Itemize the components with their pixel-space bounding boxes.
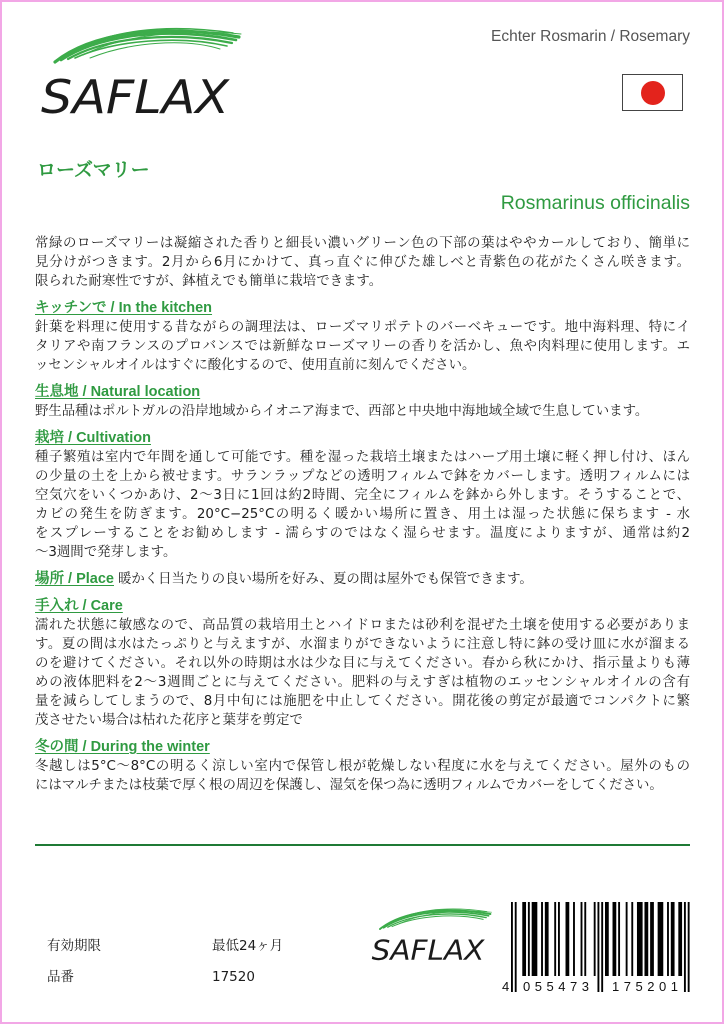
text-line: 濡れた状態に敏感なので、高品質の栽培用土とハイドロまたは砂利を混ぜた土壌を使用する必要がありま (35, 618, 690, 633)
intro-paragraph (35, 234, 690, 291)
section-heading: キッチンで / In the kitchen (35, 300, 213, 316)
section-care (35, 597, 690, 730)
saflax-logo (35, 22, 245, 122)
text-line: 茂させたい場合は枯れた花序と葉芽を剪定で (35, 713, 303, 728)
text-line: 野生品種はポルトガルの沿岸地域からイオニア海まで、西部と中央地中海地域全域で生息しています。 (35, 404, 649, 419)
text-line: カビの発生を防ぎます。20°C−25°Cの明るく暖かい場所に置き、用土は湿った状態に保ちます - 水 (35, 507, 690, 522)
text-line: めの液体肥料を2～3週間ごとに与えてください。肥料の与えすぎは植物のエッセンシャルオイルの含有 (35, 675, 690, 690)
text-line: 常緑のローズマリーは凝縮された香りと細長い濃いグリーン色の下部の葉はややカールしており、簡単に (35, 236, 690, 251)
barcode-bar (667, 902, 669, 976)
text-line: のを避けてください。それ以外の時期は水は少な目に与えてください。春から秋にかけ、指示量よりも薄 (35, 656, 690, 671)
barcode-bar (528, 902, 530, 976)
text-line: 冬越しは5°C～8°Cの明るく涼しい室内で保管し根が乾燥しない程度に水を与えてください。屋外のもの (35, 759, 690, 774)
botanical-name: Rosmarinus officinalis (500, 192, 690, 214)
barcode-guard-bar (601, 902, 603, 992)
barcode-guard-bar (597, 902, 599, 992)
barcode-bar (626, 902, 628, 976)
barcode-bar (584, 902, 586, 976)
barcode-guard-bar (515, 902, 517, 992)
japan-flag-icon (622, 74, 683, 111)
text-line: タリアや南フランスのプロバンスでは新鮮なローズマリーの香りを活かし、魚や肉料理に使用します。エ (35, 339, 690, 354)
barcode-bar (650, 902, 654, 976)
barcode-bar (532, 902, 538, 976)
barcode-bar (566, 902, 570, 976)
text-line: 種子繁殖は室内で年間を通して可能です。種を湿った栽培土壌またはハーブ用土壌に軽く押し付け、ほん (35, 450, 690, 465)
barcode-bar (594, 902, 596, 976)
text-line: 針葉を料理に使用する昔ながらの調理法は、ローズマリポテトのバーベキューです。地中海料理、特にイ (35, 320, 690, 335)
barcode-bar (581, 902, 583, 976)
barcode-bar (658, 902, 664, 976)
barcode-bar (613, 902, 617, 976)
logo-wordmark: SAFLAX (41, 70, 231, 122)
text-line: の少量の土を上から被せます。サランラップなどの透明フィルムで鉢をカバーします。透明フィルムには (35, 469, 690, 484)
text-line: 暖かく日当たりの良い場所を好み、夏の間は屋外でも保管できます。 (117, 572, 533, 587)
text-line: 限られた耐寒性ですが、鉢植えでも簡単に栽培できます。 (35, 274, 383, 289)
barcode (500, 902, 694, 998)
section-winter (35, 738, 690, 795)
barcode-bar (637, 902, 643, 976)
flag-disc (641, 81, 665, 105)
barcode-digit-prefix: 4 (502, 979, 510, 994)
barcode-bar (644, 902, 648, 976)
barcode-guard-bar (511, 902, 513, 992)
section-heading: 生息地 / Natural location (35, 384, 201, 400)
brush-swoosh-icon (55, 29, 241, 62)
shelf-life-label: 有効期限 (47, 938, 101, 954)
shelf-life-value: 最低24ヶ月 (212, 938, 284, 954)
brush-swoosh-icon (380, 909, 492, 929)
barcode-bar (573, 902, 575, 976)
barcode-guard-bar (684, 902, 686, 992)
barcode-bar (554, 902, 556, 976)
text-line: をスプレーすることをお勧めします - 濡らすのではなく湿らせます。温度によりますが、通常は約2 (35, 526, 690, 541)
section-heading: 場所 / Place (35, 571, 114, 587)
barcode-bar (678, 902, 682, 976)
item-number-label: 品番 (47, 969, 74, 985)
text-line: 〜3週間で発芽します。 (35, 545, 177, 560)
text-line: 量を減らしてしまうので、8月中旬には施肥を中止してください。開花後の剪定が最適でコンパクトに繁 (35, 694, 690, 709)
section-kitchen (35, 299, 690, 375)
text-line: 空気穴をいくつかあけ、2～3日に1回は約2時間、完全にフィルムを鉢から外します。そうすることで、 (35, 488, 690, 503)
section-habitat (35, 383, 690, 421)
section-cultivation (35, 429, 690, 562)
barcode-bar (605, 902, 609, 976)
product-title: ローズマリー (37, 159, 150, 181)
item-number-value: 17520 (212, 969, 255, 985)
section-place (35, 570, 690, 589)
section-heading: 栽培 / Cultivation (35, 430, 151, 446)
barcode-bar (671, 902, 675, 976)
barcode-bar (618, 902, 620, 976)
text-line: にはマルチまたは枝葉で厚く根の周辺を保護し、湿気を保つ為に透明フィルムでカバーをしてください。 (35, 778, 663, 793)
barcode-bar (631, 902, 633, 976)
description-body (35, 234, 690, 795)
logo-wordmark: SAFLAX (371, 933, 486, 965)
text-line: す。夏の間は水はたっぷりと与えますが、水溜まりができないように注意し特に鉢の受け皿に水が溜まる (35, 637, 690, 652)
barcode-left-digits: 055473 (523, 979, 589, 994)
barcode-guard-bar (688, 902, 690, 992)
divider-line (35, 844, 690, 846)
barcode-bar (541, 902, 543, 976)
variety-name: Echter Rosmarin / Rosemary (491, 28, 690, 45)
section-heading: 手入れ / Care (35, 598, 123, 614)
barcode-bar (522, 902, 526, 976)
text-line: 見分けがつきます。2月から6月にかけて、真っ直ぐに伸びた雄しべと青紫色の花がたくさん咲きます。 (35, 255, 690, 270)
section-heading: 冬の間 / During the winter (35, 739, 210, 755)
barcode-bar (558, 902, 560, 976)
barcode-bar (545, 902, 549, 976)
text-line: ッセンシャルオイルはすぐに酸化するので、使用直前に刻んでください。 (35, 358, 476, 373)
saflax-logo-small (368, 905, 494, 965)
barcode-right-digits: 175201 (612, 979, 678, 994)
